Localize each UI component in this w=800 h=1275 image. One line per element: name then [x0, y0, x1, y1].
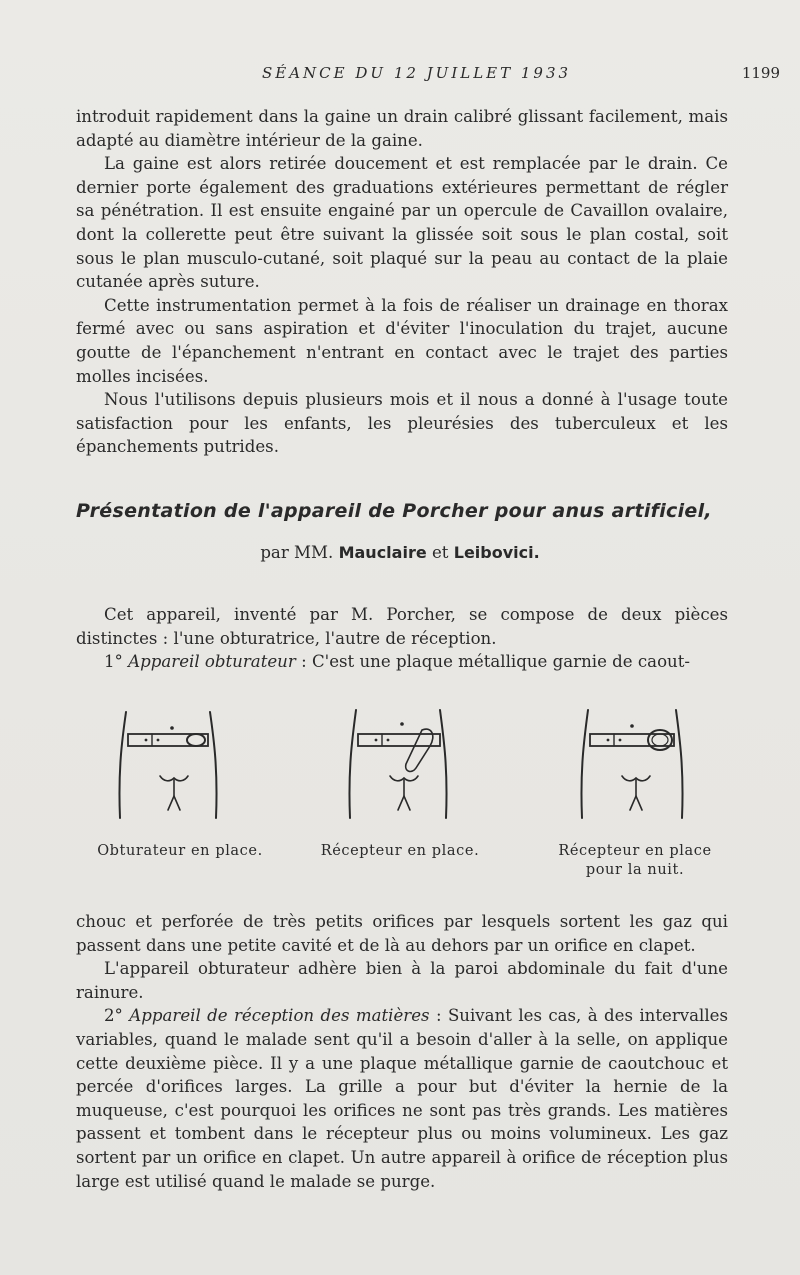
- article-authors: [0, 543, 800, 562]
- paragraph: [76, 650, 728, 674]
- caption-night-receptor: [540, 842, 730, 880]
- paragraph: [76, 1004, 728, 1193]
- paragraph: chouc et perforée de très petits orifices par lesquels sortent les gaz qui passent dans une petite cavité et de là au dehors par un orifice en clapet.: [76, 912, 728, 955]
- paragraph: introduit rapidement dans la gaine un drain calibré glissant facilement, mais adapté au diamètre intérieur de la gaine.: [76, 107, 728, 150]
- section-apparatus-intro: [76, 603, 728, 674]
- italic-term: Appareil de réception des matières: [129, 1006, 430, 1026]
- page-header: [0, 64, 800, 84]
- author-leibovici: Leibovici.: [453, 543, 540, 562]
- section-drainage-text: [76, 105, 728, 459]
- paragraph: Cet appareil, inventé par M. Porcher, se compose de deux pièces distinctes : l'une obturatrice, l'autre de réception.: [76, 605, 728, 648]
- figure-illustrations: [0, 700, 800, 890]
- page-number: 1199: [741, 64, 780, 82]
- running-title: SÉANCE DU 12 JUILLET 1933: [262, 64, 572, 82]
- caption-receptor: Récepteur en place.: [320, 843, 480, 859]
- item-number: 2°: [104, 1006, 123, 1026]
- italic-term: Appareil obturateur: [128, 652, 296, 672]
- night-receptor-illustration: [576, 700, 696, 825]
- caption-line: Récepteur en place: [558, 843, 712, 859]
- caption-line: pour la nuit.: [585, 862, 685, 878]
- receptor-illustration: [340, 700, 460, 825]
- paragraph: La gaine est alors retirée doucement et est remplacée par le drain. Ce dernier porte également des graduations extérieures permettant de régler sa pénétration. Il est ensuite engainé par un opercule de Cavaillon ovalaire, dont la collerette peut être suivant la glissée soit sous le plan costal, soit sous le plan musculo-cutané, soit plaqué sur la peau au contact de la plaie cutanée après suture.: [76, 154, 728, 292]
- item-number: 1°: [104, 652, 123, 672]
- obturator-illustration: [112, 700, 232, 825]
- article-title: Présentation de l'appareil de Porcher pour anus artificiel,: [76, 500, 712, 522]
- author-mauclaire: Mauclaire: [338, 543, 427, 562]
- paragraph: L'appareil obturateur adhère bien à la paroi abdominale du fait d'une rainure.: [76, 959, 728, 1002]
- authors-conjunction: et: [431, 543, 449, 562]
- paragraph-text: : Suivant les cas, à des intervalles variables, quand le malade sent qu'il a besoin d'aller à la selle, on applique cette deuxième pièce. Il y a une plaque métallique garnie de caoutchouc et percée d'orifices larges. La grille a pour but d'éviter la hernie de la muqueuse, c'est pourquoi les orifices ne sont pas très grands. Les matières passent et tombent dans le récepteur plus ou moins volumineux. Les gaz sortent par un orifice en clapet. Un autre appareil à orifice de réception plus large est utilisé quand le malade se purge.: [76, 1006, 728, 1191]
- authors-prefix: par MM.: [260, 543, 334, 562]
- caption-obturator: Obturateur en place.: [97, 843, 263, 859]
- section-apparatus-details: [76, 910, 728, 1193]
- paragraph: Nous l'utilisons depuis plusieurs mois et il nous a donné à l'usage toute satisfaction pour les enfants, les pleurésies des tuberculeux et les épanchements putrides.: [76, 390, 728, 457]
- paragraph-text: : C'est une plaque métallique garnie de caout-: [295, 652, 691, 672]
- paragraph: Cette instrumentation permet à la fois de réaliser un drainage en thorax fermé avec ou sans aspiration et d'éviter l'inoculation du trajet, aucune goutte de l'épanchement n'entrant en contact avec le trajet des parties molles incisées.: [76, 295, 728, 386]
